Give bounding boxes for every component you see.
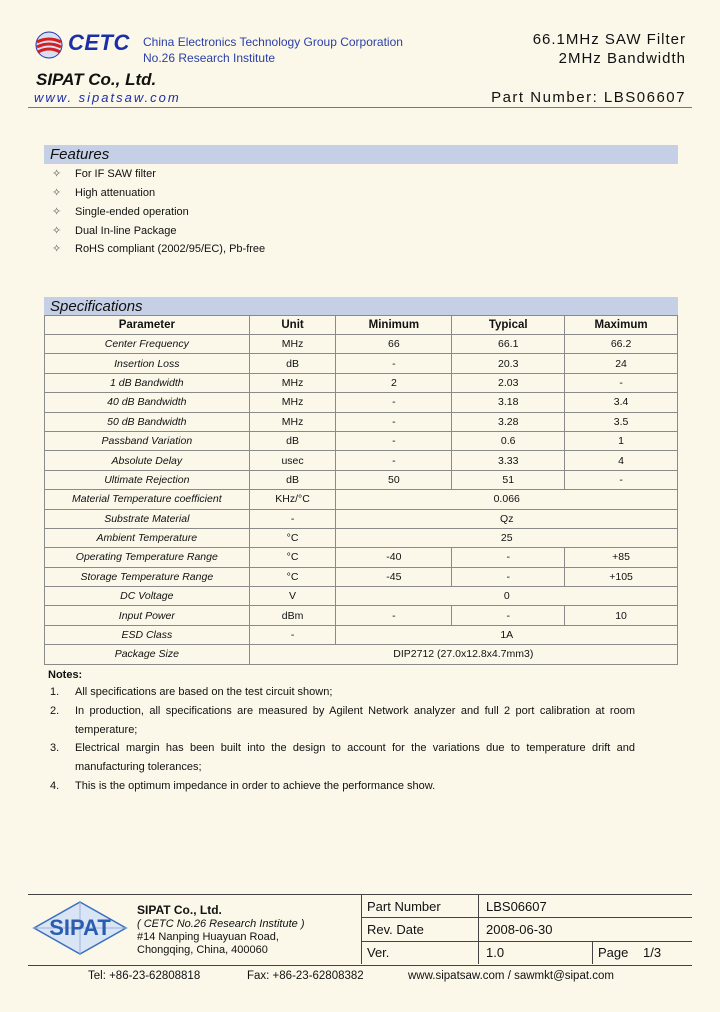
header-parameter: Parameter xyxy=(45,316,250,335)
cell-minimum: -40 xyxy=(336,548,452,567)
diamond-bullet-icon: ✧ xyxy=(52,168,62,180)
cell-unit: KHz/°C xyxy=(249,490,336,509)
cell-unit: dBm xyxy=(249,606,336,625)
footer-institute: ( CETC No.26 Research Institute ) xyxy=(137,918,305,930)
table-row xyxy=(45,451,678,470)
table-row xyxy=(45,509,678,528)
note-item: 4. This is the optimum impedance in order to achieve the performance show. xyxy=(50,780,436,792)
cell-typical: - xyxy=(452,567,565,586)
cell-unit: dB xyxy=(249,354,336,373)
cell-parameter: Input Power xyxy=(45,606,250,625)
cell-typical: 3.28 xyxy=(452,412,565,431)
cell-parameter: Substrate Material xyxy=(45,509,250,528)
cell-maximum: - xyxy=(565,470,678,489)
company-website: www. sipatsaw.com xyxy=(34,90,181,105)
header-minimum: Minimum xyxy=(336,316,452,335)
institute-name: No.26 Research Institute xyxy=(143,51,276,65)
cell-parameter: Center Frequency xyxy=(45,335,250,354)
table-row xyxy=(45,354,678,373)
header-unit: Unit xyxy=(249,316,336,335)
cell-parameter: 1 dB Bandwidth xyxy=(45,373,250,392)
footer-rev-date-value: 2008-06-30 xyxy=(486,922,553,937)
product-title: 66.1MHz SAW Filter xyxy=(532,31,686,48)
footer-company: SIPAT Co., Ltd. xyxy=(137,903,222,917)
footer-rev-date-label: Rev. Date xyxy=(367,922,424,937)
cell-typical: 51 xyxy=(452,470,565,489)
cell-parameter: Passband Variation xyxy=(45,431,250,450)
table-row xyxy=(45,335,678,354)
cell-maximum: +105 xyxy=(565,567,678,586)
cell-unit: °C xyxy=(249,548,336,567)
table-row xyxy=(45,393,678,412)
cell-typical: 20.3 xyxy=(452,354,565,373)
cell-parameter: DC Voltage xyxy=(45,587,250,606)
cell-minimum: 50 xyxy=(336,470,452,489)
cell-unit: dB xyxy=(249,431,336,450)
footer-grid-line xyxy=(361,917,692,918)
table-row xyxy=(45,431,678,450)
cetc-globe-logo xyxy=(34,30,64,60)
cell-parameter: ESD Class xyxy=(45,625,250,644)
cell-maximum: 3.5 xyxy=(565,412,678,431)
table-row xyxy=(45,645,678,664)
specifications-body xyxy=(45,335,678,665)
footer-address-line1: #14 Nanping Huayuan Road, xyxy=(137,931,279,943)
specifications-title: Specifications xyxy=(50,298,143,315)
cell-parameter: 50 dB Bandwidth xyxy=(45,412,250,431)
footer-address-line2: Chongqing, China, 400060 xyxy=(137,944,268,956)
footer-part-number-label: Part Number xyxy=(367,899,441,914)
cell-minimum: - xyxy=(336,354,452,373)
diamond-bullet-icon: ✧ xyxy=(52,225,62,237)
note-item: 1. All specifications are based on the test circuit shown; xyxy=(50,686,333,698)
cell-minimum: 66 xyxy=(336,335,452,354)
cell-unit: dB xyxy=(249,470,336,489)
cell-parameter: Ambient Temperature xyxy=(45,528,250,547)
cell-maximum: - xyxy=(565,373,678,392)
cell-maximum: 4 xyxy=(565,451,678,470)
table-row xyxy=(45,606,678,625)
cetc-logo-text: CETC xyxy=(68,30,130,55)
cell-parameter: Material Temperature coefficient xyxy=(45,490,250,509)
cell-typical: - xyxy=(452,548,565,567)
cell-minimum: -45 xyxy=(336,567,452,586)
footer-fax: Fax: +86-23-62808382 xyxy=(247,970,364,982)
cell-maximum: 1 xyxy=(565,431,678,450)
feature-item: ✧ For IF SAW filter xyxy=(52,168,156,180)
note-item: 2. In production, all specifications are measured by Agilent Network analyzer and full 2 port calibration at room temperature; xyxy=(50,705,635,736)
diamond-bullet-icon: ✧ xyxy=(52,187,62,199)
cell-unit: MHz xyxy=(249,412,336,431)
company-name: SIPAT Co., Ltd. xyxy=(36,70,157,89)
header-typical: Typical xyxy=(452,316,565,335)
feature-item: ✧ High attenuation xyxy=(52,187,156,199)
cell-value-span: 0 xyxy=(336,587,678,606)
cell-parameter: Package Size xyxy=(45,645,250,664)
footer-grid-line xyxy=(361,894,362,964)
cell-minimum: - xyxy=(336,412,452,431)
cell-typical: 66.1 xyxy=(452,335,565,354)
cell-parameter: Absolute Delay xyxy=(45,451,250,470)
feature-item: ✧ RoHS compliant (2002/95/EC), Pb-free xyxy=(52,243,266,255)
cell-unit: - xyxy=(249,509,336,528)
cell-minimum: - xyxy=(336,431,452,450)
cell-maximum: 10 xyxy=(565,606,678,625)
specifications-table xyxy=(44,315,678,665)
cell-parameter: 40 dB Bandwidth xyxy=(45,393,250,412)
features-title: Features xyxy=(50,146,110,163)
cell-value-span: Qz xyxy=(336,509,678,528)
cell-typical: 3.18 xyxy=(452,393,565,412)
footer-web-email: www.sipatsaw.com / sawmkt@sipat.com xyxy=(408,970,614,982)
cell-typical: - xyxy=(452,606,565,625)
table-row xyxy=(45,567,678,586)
cell-minimum: - xyxy=(336,451,452,470)
header-divider xyxy=(28,107,692,108)
cell-value-span: DIP2712 (27.0x12.8x4.7mm3) xyxy=(249,645,677,664)
footer-part-number-value: LBS06607 xyxy=(486,899,547,914)
cell-unit: °C xyxy=(249,528,336,547)
footer-page-value: 1/3 xyxy=(643,945,662,960)
features-bar xyxy=(44,145,678,164)
svg-text:SIPAT: SIPAT xyxy=(49,915,111,940)
cell-parameter: Insertion Loss xyxy=(45,354,250,373)
table-row xyxy=(45,528,678,547)
cell-minimum: - xyxy=(336,606,452,625)
footer-ver-value: 1.0 xyxy=(486,945,505,960)
footer-grid-line xyxy=(478,894,479,964)
cell-unit: MHz xyxy=(249,335,336,354)
feature-item: ✧ Dual In-line Package xyxy=(52,225,177,237)
cell-parameter: Ultimate Rejection xyxy=(45,470,250,489)
cell-unit: MHz xyxy=(249,393,336,412)
cell-minimum: 2 xyxy=(336,373,452,392)
cell-value-span: 1A xyxy=(336,625,678,644)
cell-maximum: 3.4 xyxy=(565,393,678,412)
cell-unit: MHz xyxy=(249,373,336,392)
cell-value-span: 25 xyxy=(336,528,678,547)
cell-maximum: +85 xyxy=(565,548,678,567)
table-header-row xyxy=(45,316,678,335)
table-row xyxy=(45,625,678,644)
cell-minimum: - xyxy=(336,393,452,412)
cell-typical: 3.33 xyxy=(452,451,565,470)
part-number: Part Number: LBS06607 xyxy=(491,89,686,106)
corporation-name: China Electronics Technology Group Corporation xyxy=(143,35,403,49)
cell-typical: 0.6 xyxy=(452,431,565,450)
cell-unit: usec xyxy=(249,451,336,470)
cell-unit: - xyxy=(249,625,336,644)
table-row xyxy=(45,373,678,392)
cell-unit: °C xyxy=(249,567,336,586)
table-row xyxy=(45,548,678,567)
cell-typical: 2.03 xyxy=(452,373,565,392)
cell-parameter: Operating Temperature Range xyxy=(45,548,250,567)
cell-maximum: 66.2 xyxy=(565,335,678,354)
header-maximum: Maximum xyxy=(565,316,678,335)
notes-title: Notes: xyxy=(48,669,83,681)
cell-unit: V xyxy=(249,587,336,606)
footer-grid-line xyxy=(592,941,593,964)
footer-grid-line xyxy=(361,941,692,942)
diamond-bullet-icon: ✧ xyxy=(52,206,62,218)
footer-page-label: Page xyxy=(598,945,629,960)
table-row xyxy=(45,470,678,489)
footer-telephone: Tel: +86-23-62808818 xyxy=(88,970,201,982)
cell-value-span: 0.066 xyxy=(336,490,678,509)
sipat-logo xyxy=(30,900,130,956)
diamond-bullet-icon: ✧ xyxy=(52,243,62,255)
footer-ver-label: Ver. xyxy=(367,945,390,960)
note-item: 3. Electrical margin has been built into the design to account for the variations due to temperature drift and manufacturing tolerances; xyxy=(50,742,635,773)
table-row xyxy=(45,412,678,431)
table-row xyxy=(45,490,678,509)
feature-item: ✧ Single-ended operation xyxy=(52,206,189,218)
cell-parameter: Storage Temperature Range xyxy=(45,567,250,586)
product-subtitle: 2MHz Bandwidth xyxy=(558,50,686,67)
table-row xyxy=(45,587,678,606)
cell-maximum: 24 xyxy=(565,354,678,373)
